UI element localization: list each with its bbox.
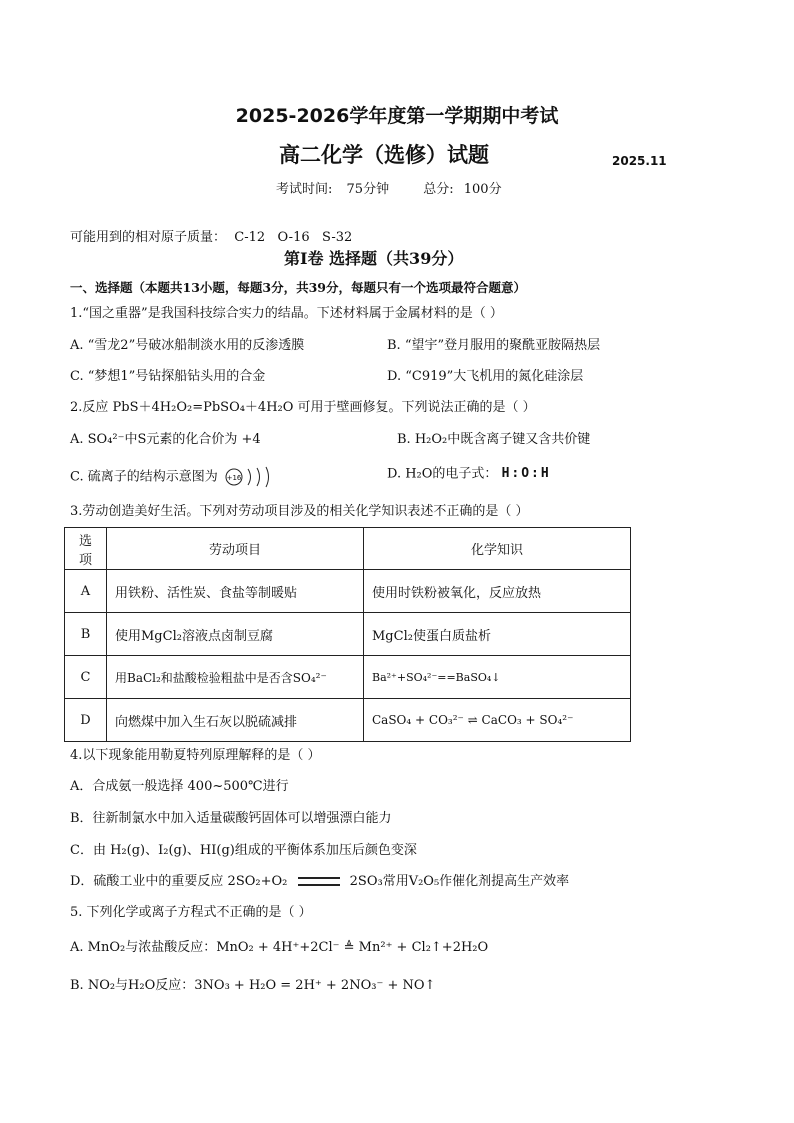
- table-header-cell: 选项: [65, 528, 107, 570]
- q1-stem: 1.“国之重器”是我国科技综合实力的结晶。下述材料属于金属材料的是（ ）: [70, 306, 503, 321]
- q4-option-b: B．往新制氯水中加入适量碳酸钙固体可以增强漂白能力: [70, 811, 392, 826]
- nucleus-label: +16: [226, 474, 242, 482]
- q5-option-b: B. NO₂与H₂O反应：3NO₃ + H₂O = 2H⁺ + 2NO₃⁻ + NO↑: [70, 978, 436, 993]
- atomic-mass-line: 可能用到的相对原子质量： C-12 O-16 S-32: [70, 230, 353, 245]
- sulfide-ion-structure-diagram: [224, 466, 280, 488]
- table-cell: A: [65, 570, 107, 613]
- total-value: 100分: [463, 182, 502, 197]
- table-header-cell: 化学知识: [364, 528, 631, 570]
- q4-stem: 4.以下现象能用勒夏特列原理解释的是（ ）: [70, 748, 321, 763]
- table-cell: B: [65, 613, 107, 656]
- table-cell: 用铁粉、活性炭、食盐等制暖贴: [107, 570, 364, 613]
- q2-option-a: A. SO₄²⁻中S元素的化合价为 +4: [70, 432, 261, 447]
- q4-option-d-post: 2SO₃常用V₂O₅作催化剂提高生产效率: [349, 874, 570, 889]
- q1-option-c: C. “梦想1”号钻探船钻头用的合金: [70, 369, 266, 384]
- exam-title: 2025-2026学年度第一学期期中考试: [235, 105, 559, 127]
- q1-option-d: D. “C919”大飞机用的氮化硅涂层: [387, 369, 584, 384]
- exam-subtitle: 高二化学（选修）试题: [279, 143, 489, 167]
- table-cell: C: [65, 656, 107, 699]
- q2-option-d-row: [387, 466, 551, 483]
- q2-option-c-row: [70, 466, 280, 488]
- table-cell: D: [65, 699, 107, 742]
- table-row: [65, 613, 631, 656]
- q2-option-c: C. 硫离子的结构示意图为: [70, 469, 218, 485]
- table-row: [65, 570, 631, 613]
- time-value: 75分钟: [346, 182, 390, 197]
- q2-option-d: D. H₂O的电子式：: [387, 466, 498, 482]
- water-electron-formula: H:O:H: [501, 466, 551, 481]
- section-title: 第Ⅰ卷 选择题（共39分）: [284, 249, 464, 268]
- q4-option-c: C．由 H₂(g)、I₂(g)、HI(g)组成的平衡体系加压后颜色变深: [70, 843, 417, 858]
- q5-option-a: A. MnO₂与浓盐酸反应：MnO₂ + 4H⁺+2Cl⁻ ≜ Mn²⁺ + Cl₂↑+2H₂O: [70, 940, 489, 955]
- total-label: 总分:: [423, 182, 454, 197]
- q4-option-d-pre: D．硫酸工业中的重要反应 2SO₂+O₂: [70, 874, 288, 889]
- table-header-row: [65, 528, 631, 570]
- table-cell: 使用MgCl₂溶液点卤制豆腐: [107, 613, 364, 656]
- table-cell: 用BaCl₂和盐酸检验粗盐中是否含SO₄²⁻: [107, 656, 364, 699]
- time-label: 考试时间:: [276, 182, 333, 197]
- table-cell: CaSO₄ + CO₃²⁻ ⇌ CaCO₃ + SO₄²⁻: [364, 699, 631, 742]
- q2-stem: 2.反应 PbS＋4H₂O₂=PbSO₄＋4H₂O 可用于壁画修复。下列说法正确的是（ ）: [70, 400, 536, 415]
- q1-option-b: B. “望宇”登月服用的聚酰亚胺隔热层: [387, 338, 601, 353]
- exam-date: 2025.11: [612, 154, 667, 168]
- q4-option-a: A．合成氨一般选择 400~500℃进行: [70, 779, 289, 794]
- part-heading: 一、选择题（本题共13小题，每题3分，共39分，每题只有一个选项最符合题意）: [70, 280, 526, 295]
- table-cell: MgCl₂使蛋白质盐析: [364, 613, 631, 656]
- reversible-arrow-icon: [298, 877, 340, 886]
- table-header-cell: 劳动项目: [107, 528, 364, 570]
- q4-option-d-row: [70, 874, 569, 890]
- table-cell: 向燃煤中加入生石灰以脱硫减排: [107, 699, 364, 742]
- table-cell: Ba²⁺+SO₄²⁻==BaSO₄↓: [364, 656, 631, 699]
- q2-option-b: B. H₂O₂中既含离子键又含共价键: [397, 432, 591, 447]
- q1-option-a: A. “雪龙2”号破冰船制淡水用的反渗透膜: [70, 338, 305, 353]
- table-cell: 使用时铁粉被氧化，反应放热: [364, 570, 631, 613]
- q3-stem: 3.劳动创造美好生活。下列对劳动项目涉及的相关化学知识表述不正确的是（ ）: [70, 504, 529, 519]
- q5-stem: 5. 下列化学或离子方程式不正确的是（ ）: [70, 905, 312, 920]
- table-row: [65, 699, 631, 742]
- table-row: [65, 656, 631, 699]
- exam-info: [276, 182, 502, 198]
- q3-table: [64, 527, 631, 742]
